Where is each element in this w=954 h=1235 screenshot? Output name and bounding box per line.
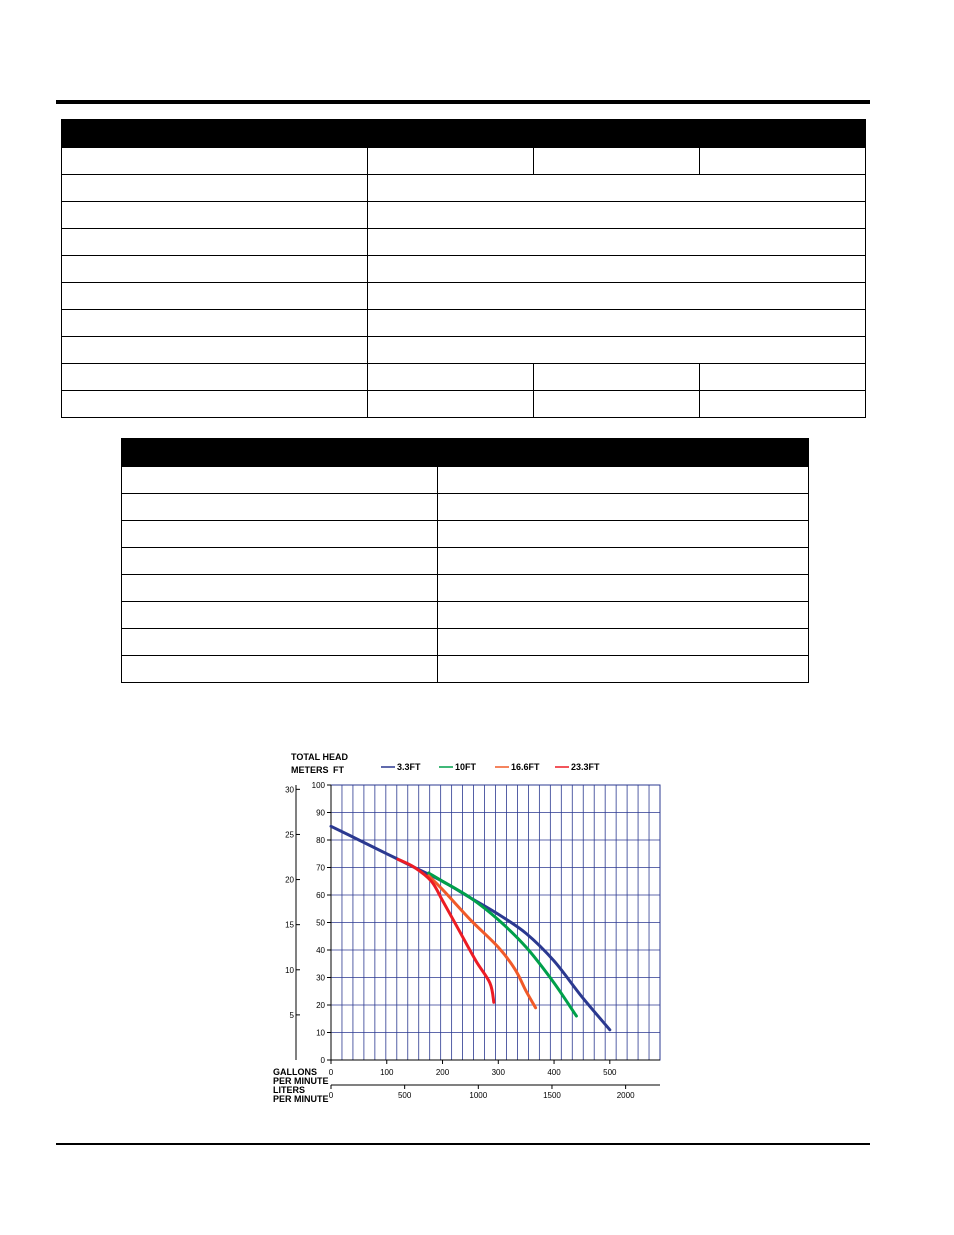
data-point-10ft (526, 947, 527, 948)
tick-label-gpm: 100 (380, 1068, 394, 1077)
tick-label-ft: 10 (316, 1028, 325, 1038)
data-point-10ft (470, 897, 471, 898)
legend-label-10ft: 10FT (455, 762, 477, 772)
tick-label-ft: 0 (320, 1056, 325, 1065)
tick-label-ft: 20 (316, 1001, 325, 1010)
table-row (122, 494, 809, 521)
data-point-3-3ft (386, 853, 387, 854)
engine-specifications-table (121, 438, 809, 683)
x-label-gpm-line2: PER MINUTE (273, 1076, 329, 1086)
data-point-23-3ft (442, 900, 443, 901)
y-unit-feet: FT (333, 765, 344, 775)
data-point-16-6ft (514, 969, 515, 970)
data-point-16-6ft (442, 889, 443, 890)
pump-performance-chart (265, 745, 670, 1110)
tick-label-m: 20 (285, 875, 294, 885)
tick-label-lpm: 0 (328, 1091, 334, 1100)
tick-label-gpm: 400 (547, 1068, 561, 1077)
table-row (62, 175, 866, 202)
data-point-23-3ft (475, 960, 476, 961)
table-row (62, 256, 866, 283)
tick-label-lpm: 1500 (543, 1091, 561, 1100)
table-row (122, 548, 809, 575)
series-line-23-3ft (398, 859, 494, 1002)
data-point-23-3ft (414, 867, 415, 868)
tick-label-ft: 70 (316, 863, 325, 873)
table-row (62, 391, 866, 418)
table-header (122, 439, 809, 467)
tick-label-m: 15 (285, 920, 294, 930)
data-point-23-3ft (459, 930, 460, 931)
data-point-10ft (498, 919, 499, 920)
data-point-3-3ft (581, 996, 582, 997)
data-point-3-3ft (526, 933, 527, 934)
tick-label-m: 5 (289, 1010, 294, 1020)
data-point-23-3ft (493, 1002, 494, 1003)
table-header-row (122, 439, 809, 467)
data-point-3-3ft (554, 960, 555, 961)
tick-label-ft: 100 (311, 781, 325, 790)
table-header-row (62, 120, 866, 148)
table-row (62, 229, 866, 256)
x-label-lpm-line1: LITERS (273, 1085, 306, 1095)
table-row (62, 310, 866, 337)
axes (285, 781, 660, 1100)
table-row (122, 602, 809, 629)
tick-label-ft: 80 (316, 836, 325, 845)
series-line-3-3ft (331, 826, 610, 1030)
tick-label-gpm: 0 (328, 1068, 334, 1077)
tick-label-ft: 50 (316, 918, 325, 928)
tick-label-m: 10 (285, 965, 294, 975)
tick-label-lpm: 1000 (469, 1091, 488, 1100)
legend-label-16-6ft: 16.6FT (511, 762, 540, 772)
top-rule (56, 100, 870, 104)
data-point-10ft (442, 881, 443, 882)
tick-label-ft: 90 (316, 808, 325, 818)
series-layer (330, 826, 610, 1031)
table-row (62, 202, 866, 229)
legend-label-23-3ft: 23.3FT (571, 762, 600, 772)
data-point-23-3ft (489, 982, 490, 983)
table-row (122, 629, 809, 656)
y-unit-meters: METERS (291, 765, 329, 775)
data-point-16-6ft (498, 947, 499, 948)
table-row (62, 337, 866, 364)
table-row (122, 656, 809, 683)
data-point-3-3ft (330, 826, 331, 827)
table-header (62, 120, 866, 148)
table-row (62, 364, 866, 391)
data-point-10ft (554, 982, 555, 983)
data-point-10ft (428, 872, 429, 873)
data-point-3-3ft (358, 839, 359, 840)
specifications-table (61, 119, 866, 418)
table-row (122, 467, 809, 494)
data-point-23-3ft (397, 859, 398, 860)
tick-label-lpm: 500 (397, 1091, 412, 1100)
table-row (122, 521, 809, 548)
x-label-gpm-line1: GALLONS (273, 1067, 317, 1077)
data-point-3-3ft (609, 1029, 610, 1030)
bottom-rule (56, 1143, 870, 1145)
legend-label-3-3ft: 3.3FT (397, 762, 421, 772)
y-axis-title: TOTAL HEAD (291, 752, 349, 762)
tick-label-gpm: 300 (491, 1068, 505, 1077)
tick-label-ft: 30 (316, 973, 325, 983)
tick-label-ft: 60 (316, 891, 325, 900)
legend (381, 762, 600, 772)
tick-label-ft: 40 (316, 946, 325, 955)
table-row (62, 283, 866, 310)
tick-label-lpm: 2000 (616, 1091, 635, 1100)
data-point-23-3ft (431, 881, 432, 882)
series-line-10ft (429, 873, 577, 1016)
tick-label-m: 25 (285, 830, 294, 840)
data-point-16-6ft (526, 991, 527, 992)
data-point-16-6ft (535, 1007, 536, 1008)
plot-grid (331, 785, 660, 1060)
table-row (122, 575, 809, 602)
tick-label-gpm: 200 (435, 1068, 450, 1077)
x-label-lpm-line2: PER MINUTE (273, 1094, 329, 1104)
data-point-3-3ft (498, 914, 499, 915)
tick-label-m: 30 (285, 785, 294, 795)
data-point-16-6ft (470, 919, 471, 920)
data-point-10ft (576, 1015, 577, 1016)
table-row (62, 148, 866, 175)
tick-label-gpm: 500 (603, 1068, 617, 1077)
